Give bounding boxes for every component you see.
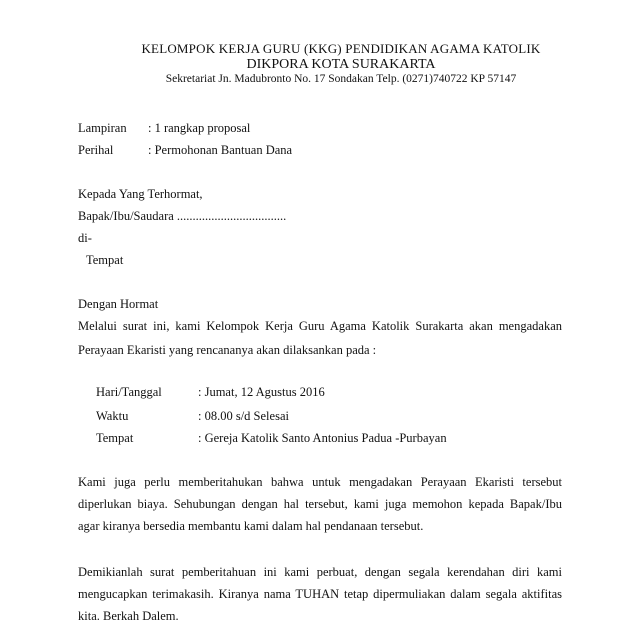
lampiran-label: Lampiran <box>78 121 127 135</box>
para3-line1: Demikianlah surat pemberitahuan ini kami perbuat, dengan segala kerendahan diri kami <box>78 565 562 579</box>
event-date-label: Hari/Tanggal <box>96 385 162 399</box>
para1-line2: Perayaan Ekaristi yang rencananya akan dilaksankan pada : <box>78 343 377 357</box>
lampiran-value: : 1 rangkap proposal <box>148 121 251 135</box>
greeting: Dengan Hormat <box>78 297 159 311</box>
event-date-value: : Jumat, 12 Agustus 2016 <box>198 385 325 399</box>
para2-line2: diperlukan biaya. Sehubungan dengan hal tersebut, kami juga memohon kepada Bapak/Ibu <box>78 497 562 511</box>
para1-line1: Melalui surat ini, kami Kelompok Kerja Guru Agama Katolik Surakarta akan mengadakan <box>78 319 562 333</box>
addressee-line1: Kepada Yang Terhormat, <box>78 187 203 201</box>
event-time-value: : 08.00 s/d Selesai <box>198 409 289 423</box>
letterhead-address: Sekretariat Jn. Madubronto No. 17 Sondakan Telp. (0271)740722 KP 57147 <box>165 73 517 85</box>
perihal-value: : Permohonan Bantuan Dana <box>148 143 293 157</box>
event-place-value: : Gereja Katolik Santo Antonius Padua -Purbayan <box>198 431 447 445</box>
para2-line1: Kami juga perlu memberitahukan bahwa untuk mengadakan Perayaan Ekaristi tersebut <box>78 475 562 489</box>
perihal-label: Perihal <box>78 143 114 157</box>
letterhead-office: DIKPORA KOTA SURAKARTA <box>246 57 436 72</box>
event-place-label: Tempat <box>96 431 134 445</box>
addressee-line2: Bapak/Ibu/Saudara ................................... <box>78 209 287 223</box>
addressee-line4: Tempat <box>86 253 124 267</box>
para2-line3: agar kiranya bersedia membantu kami dalam hal pendanaan tersebut. <box>78 519 424 533</box>
para3-line2: mengucapkan terimakasih. Kiranya nama TUHAN tetap dipermuliakan dalam segala aktifitas <box>78 587 562 601</box>
para3-line3: kita. Berkah Dalem. <box>78 609 179 623</box>
event-time-label: Waktu <box>96 409 129 423</box>
letterhead-org: KELOMPOK KERJA GURU (KKG) PENDIDIKAN AGAMA KATOLIK <box>141 41 541 56</box>
addressee-line3: di- <box>78 231 92 245</box>
